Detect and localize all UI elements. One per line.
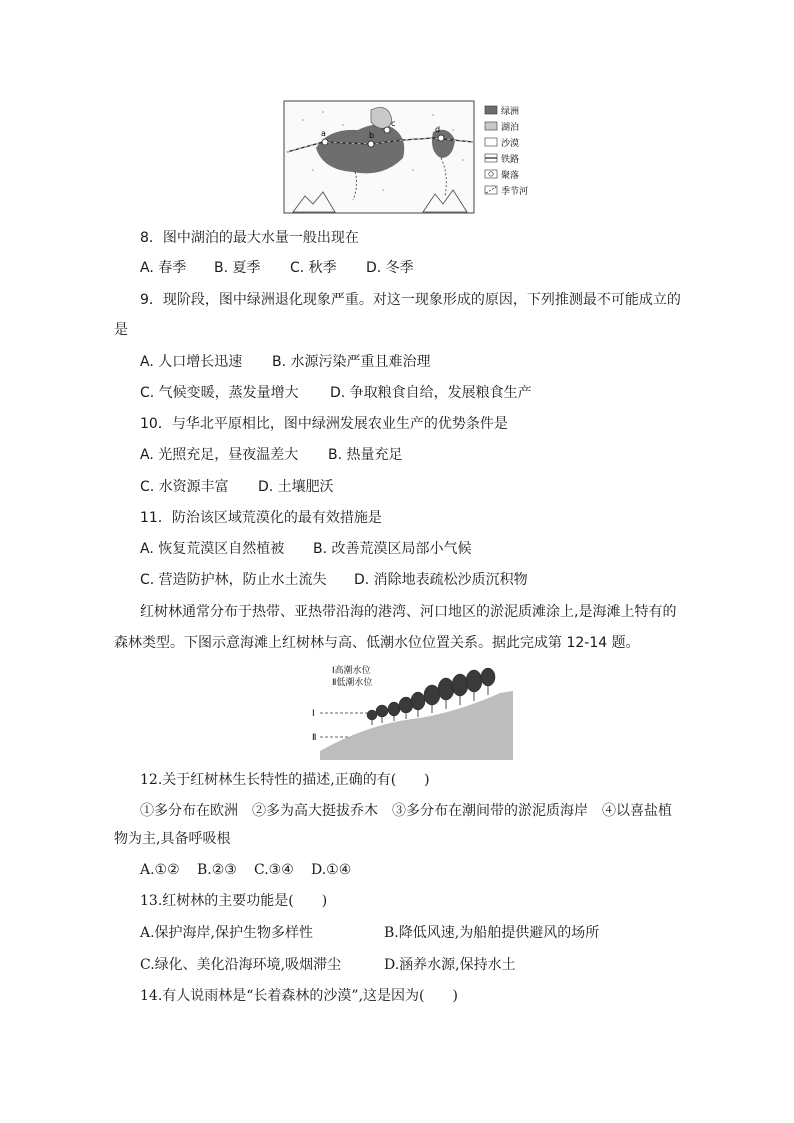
marker-low-tide: Ⅱ bbox=[312, 733, 317, 743]
legend-desert: 沙漠 bbox=[501, 139, 520, 149]
q11-option-a[interactable]: A. 恢复荒漠区自然植被 bbox=[140, 541, 285, 557]
q10-option-a[interactable]: A. 光照充足，昼夜温差大 bbox=[140, 447, 299, 463]
q8-option-d[interactable]: D. 冬季 bbox=[366, 260, 414, 276]
q12-items-line1: ①多分布在欧洲 ②多为高大挺拔乔木 ③多分布在潮间带的淤泥质海岸 ④以喜盐植 bbox=[140, 803, 672, 819]
q13-option-c[interactable]: C.绿化、美化沿海环境,吸烟滞尘 bbox=[140, 957, 342, 973]
q12-options bbox=[140, 860, 351, 880]
q12-option-b[interactable]: B.②③ bbox=[197, 862, 237, 878]
q13-options-row1 bbox=[140, 923, 599, 943]
q10-option-d[interactable]: D. 土壤肥沃 bbox=[258, 479, 334, 495]
legend-high-tide: Ⅰ高潮水位 bbox=[332, 666, 371, 676]
q9-option-a[interactable]: A. 人口增长迅速 bbox=[140, 354, 243, 370]
q13-stem: 13.红树林的主要功能是( ) bbox=[140, 893, 328, 909]
q9-options-row1 bbox=[140, 352, 431, 372]
oasis-lake-map-figure bbox=[283, 100, 545, 216]
q13-option-d[interactable]: D.涵养水源,保持水土 bbox=[384, 957, 516, 973]
q12-option-d[interactable]: D.①④ bbox=[311, 862, 352, 878]
passage-line1: 红树林通常分布于热带、亚热带沿海的港湾、河口地区的淤泥质滩涂上,是海滩上特有的 bbox=[140, 604, 677, 620]
q12-option-c[interactable]: C.③④ bbox=[254, 862, 294, 878]
point-label-a: a bbox=[321, 129, 326, 138]
marker-high-tide: Ⅰ bbox=[312, 709, 315, 719]
q10-option-b[interactable]: B. 热量充足 bbox=[328, 447, 403, 463]
q11-option-c[interactable]: C. 营造防护林，防止水土流失 bbox=[140, 572, 327, 588]
point-label-d: d bbox=[435, 125, 441, 134]
q8-option-b[interactable]: B. 夏季 bbox=[214, 260, 261, 276]
q13-options-row2 bbox=[140, 955, 516, 975]
passage-line2: 森林类型。下图示意海滩上红树林与高、低潮水位位置关系。据此完成第 12-14 题。 bbox=[114, 635, 640, 651]
map-legend bbox=[485, 105, 528, 197]
q10-stem: 10．与华北平原相比，图中绿洲发展农业生产的优势条件是 bbox=[140, 416, 508, 432]
q14-stem: 14.有人说雨林是“长着森林的沙漠”,这是因为( ) bbox=[140, 988, 458, 1004]
q8-option-a[interactable]: A. 春季 bbox=[140, 260, 187, 276]
mangrove-tide-figure bbox=[310, 663, 513, 760]
q9-option-d[interactable]: D. 争取粮食自给，发展粮食生产 bbox=[330, 385, 532, 401]
legend-oasis: 绿洲 bbox=[501, 107, 520, 117]
q9-option-c[interactable]: C. 气候变暖，蒸发量增大 bbox=[140, 385, 299, 401]
q11-option-d[interactable]: D. 消除地表疏松沙质沉积物 bbox=[354, 572, 528, 588]
q11-options-row2 bbox=[140, 570, 528, 590]
q12-items-line2: 物为主,具备呼吸根 bbox=[114, 831, 231, 847]
q13-option-b[interactable]: B.降低风速,为船舶提供避风的场所 bbox=[384, 925, 600, 941]
q8-stem: 8．图中湖泊的最大水量一般出现在 bbox=[140, 230, 359, 246]
q11-stem: 11．防治该区域荒漠化的最有效措施是 bbox=[140, 510, 382, 526]
q10-options-row1 bbox=[140, 445, 403, 465]
legend-low-tide: Ⅱ低潮水位 bbox=[332, 678, 373, 688]
q8-options bbox=[140, 258, 414, 278]
q9-stem-line1: 9．现阶段，图中绿洲退化现象严重。对这一现象形成的原因，下列推测最不可能成立的 bbox=[140, 292, 681, 308]
legend-railway: 铁路 bbox=[501, 155, 520, 165]
q12-option-a[interactable]: A.①② bbox=[140, 862, 180, 878]
q10-options-row2 bbox=[140, 477, 334, 497]
legend-seasonal-river: 季节河 bbox=[501, 187, 529, 197]
q9-option-b[interactable]: B. 水源污染严重且难治理 bbox=[272, 354, 431, 370]
q11-option-b[interactable]: B. 改善荒漠区局部小气候 bbox=[313, 541, 472, 557]
legend-lake: 湖泊 bbox=[501, 123, 520, 133]
point-label-c: c bbox=[391, 119, 396, 128]
q9-options-row2 bbox=[140, 383, 532, 403]
q10-option-c[interactable]: C. 水资源丰富 bbox=[140, 479, 229, 495]
q9-stem-line2: 是 bbox=[114, 322, 128, 338]
q12-stem: 12.关于红树林生长特性的描述,正确的有( ) bbox=[140, 772, 430, 788]
point-label-b: b bbox=[369, 131, 375, 140]
q13-option-a[interactable]: A.保护海岸,保护生物多样性 bbox=[140, 925, 314, 941]
q8-option-c[interactable]: C. 秋季 bbox=[290, 260, 337, 276]
q11-options-row1 bbox=[140, 539, 472, 559]
legend-settlement: 聚落 bbox=[501, 171, 520, 181]
